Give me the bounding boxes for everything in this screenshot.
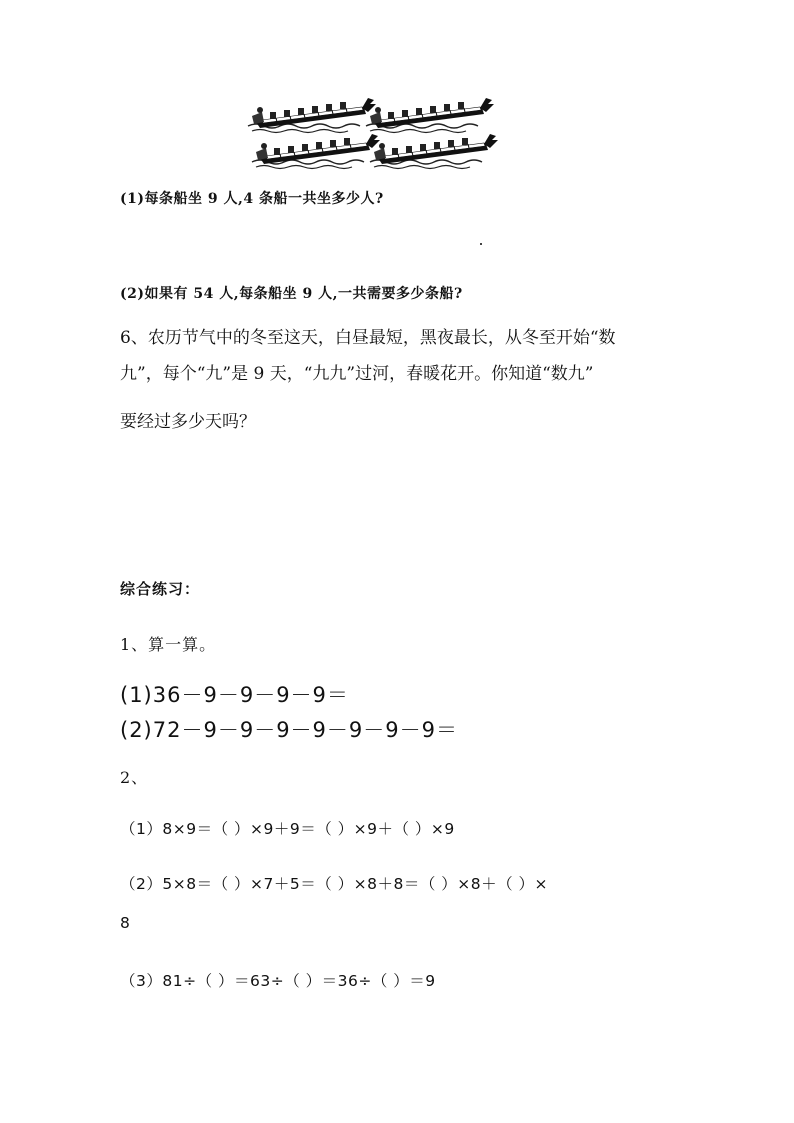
stray-dot [480,243,482,245]
ex2-line1: （1）8×9＝（ ）×9＋9＝（ ）×9＋（ ）×9 [120,820,455,838]
ex1-title: 1、算一算。 [120,635,217,654]
q5-part1: (1)每条船坐 9 人,4 条船一共坐多少人? [120,191,384,207]
ex2-title: 2、 [120,768,149,787]
ex2-line3: （3）81÷（ ）＝63÷（ ）＝36÷（ ）＝9 [120,972,436,990]
ex2-line2-cont: 8 [120,914,131,932]
q5-part2: (2)如果有 54 人,每条船坐 9 人,一共需要多少条船? [120,286,463,302]
q6-line1: 6、农历节气中的冬至这天，白昼最短，黑夜最长，从冬至开始“数 [120,328,616,348]
ex1-line1: (1)36－9－9－9－9＝ [120,683,349,707]
section-title: 综合练习： [120,580,201,598]
dragon-boats-illustration [246,96,506,174]
q6-line2: 九”，每个“九”是 9 天，“九九”过河，春暖花开。你知道“数九” [120,364,594,384]
ex1-line2: (2)72－9－9－9－9－9－9－9＝ [120,718,458,742]
q6-line3: 要经过多少天吗？ [120,412,256,432]
ex2-line2: （2）5×8＝（ ）×7＋5＝（ ）×8＋8＝（ ）×8＋（ ）× [120,875,549,893]
